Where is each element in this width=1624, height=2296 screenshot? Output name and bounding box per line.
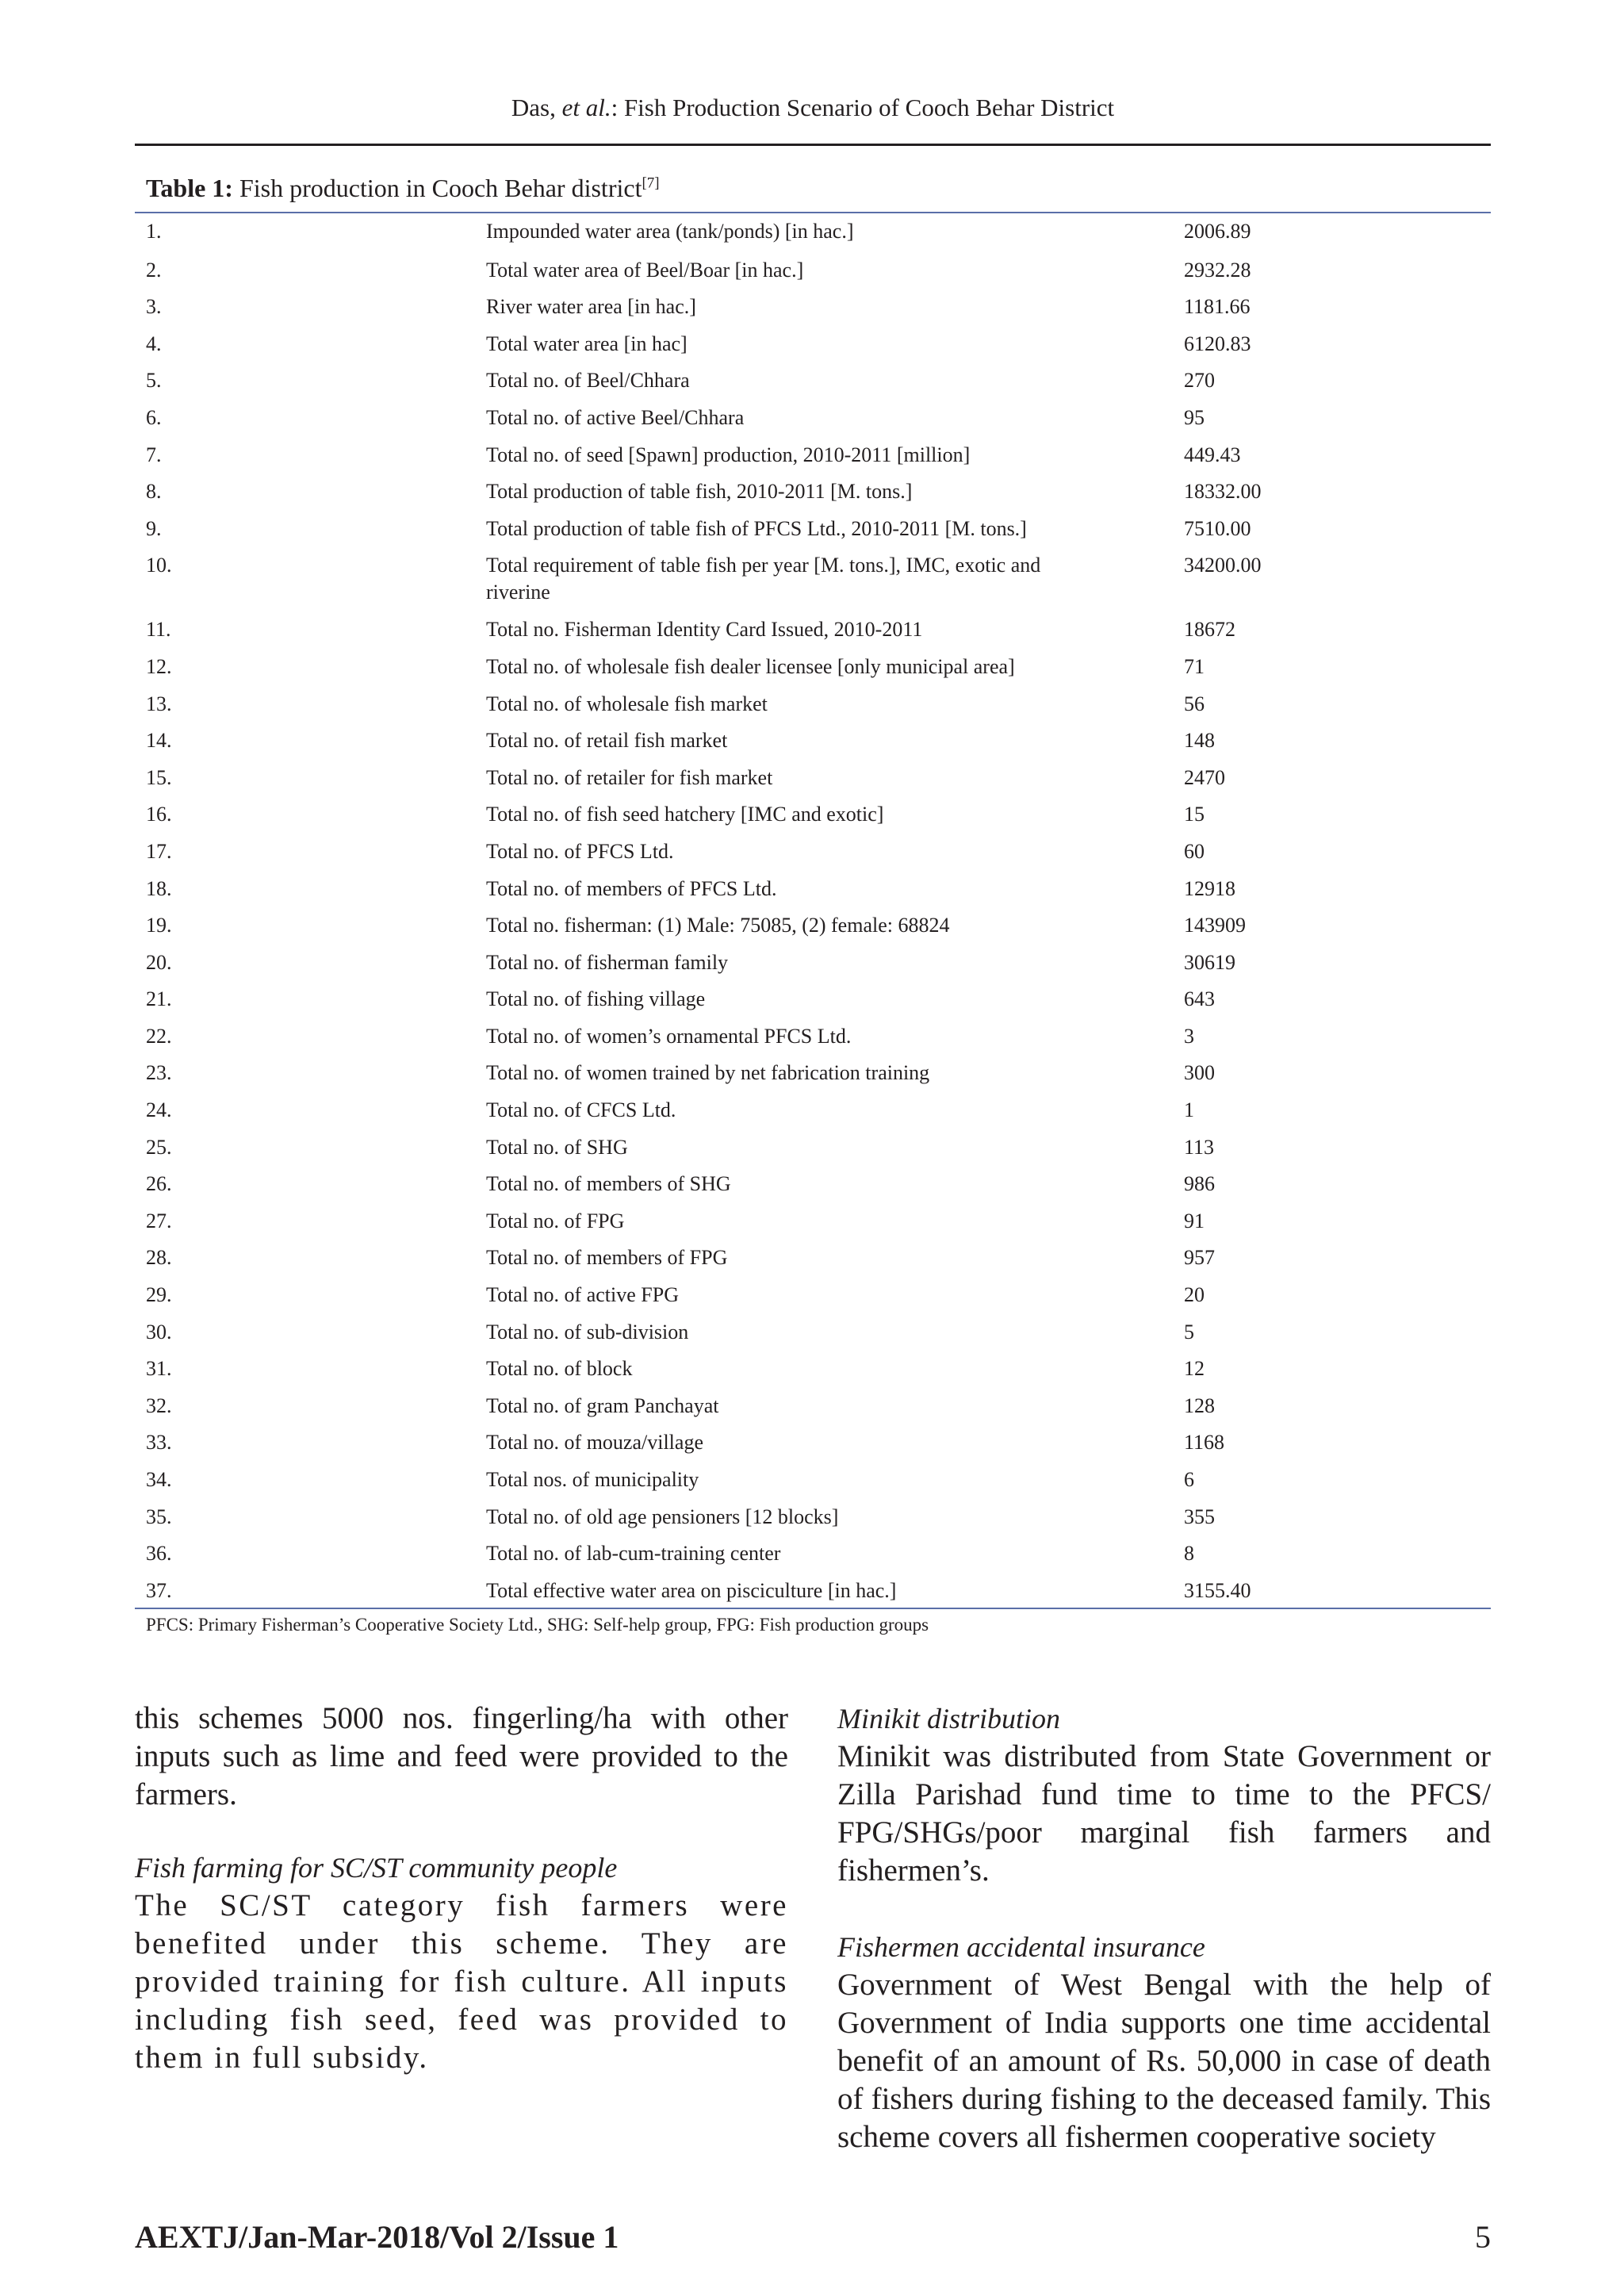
row-number: 12.	[146, 654, 172, 678]
row-number: 30.	[146, 1320, 172, 1343]
row-value: 5	[1184, 1320, 1194, 1343]
table-row	[135, 251, 1491, 288]
table-row	[135, 509, 1491, 546]
page-number: 5	[1475, 2219, 1491, 2255]
table-row	[135, 213, 1491, 251]
right-column	[837, 1700, 1491, 2156]
row-value: 2006.89	[1184, 220, 1251, 243]
section-heading-insurance: Fishermen accidental insurance	[837, 1931, 1205, 1963]
row-description: Total no. of Beel/Chhara	[486, 369, 690, 393]
row-number: 31.	[146, 1357, 172, 1381]
row-description: Total no. of wholesale fish dealer licensee [only municipal area]	[486, 654, 1015, 678]
row-value: 18332.00	[1184, 480, 1262, 504]
row-description: Total no. of CFCS Ltd.	[486, 1098, 676, 1122]
row-number: 7.	[146, 443, 162, 466]
table-row	[135, 721, 1491, 758]
row-value: 128	[1184, 1393, 1215, 1417]
row-number: 1.	[146, 220, 162, 243]
row-number: 18.	[146, 876, 172, 900]
row-value: 15	[1184, 803, 1205, 826]
row-value: 986	[1184, 1172, 1215, 1196]
row-number: 10.	[146, 554, 172, 577]
row-description: Total no. Fisherman Identity Card Issued, 2010-2011	[486, 618, 923, 642]
row-description: Total no. of members of SHG	[486, 1172, 731, 1196]
row-value: 957	[1184, 1246, 1215, 1270]
table-row	[135, 610, 1491, 647]
row-description: Total no. of FPG	[486, 1209, 625, 1232]
row-number: 16.	[146, 803, 172, 826]
row-value: 143909	[1184, 914, 1246, 937]
minikit-paragraph: Minikit was distributed from State Government or Zilla Parishad fund time to time to the PFCS/ FPG/SHGs/poor marginal fish farmers and fishermen’s.	[837, 1739, 1491, 1888]
row-number: 3.	[146, 295, 162, 319]
row-description: Total no. of gram Panchayat	[486, 1393, 719, 1417]
row-value: 7510.00	[1184, 516, 1251, 540]
table-row	[135, 435, 1491, 473]
table-caption-text: Fish production in Cooch Behar district	[232, 174, 642, 202]
table-row	[135, 943, 1491, 980]
row-description: Total water area [in hac]	[486, 332, 688, 355]
table-row	[135, 1238, 1491, 1275]
row-number: 23.	[146, 1061, 172, 1085]
section-heading-minikit: Minikit distribution	[837, 1703, 1061, 1734]
row-number: 19.	[146, 914, 172, 937]
row-description: Total no. of mouza/village	[486, 1431, 703, 1455]
row-description: Total no. of fish seed hatchery [IMC and exotic]	[486, 803, 884, 826]
row-value: 3	[1184, 1024, 1194, 1048]
table-row	[135, 398, 1491, 435]
row-description: Total production of table fish, 2010-2011 [M. tons.]	[486, 480, 913, 504]
row-description: Total no. of SHG	[486, 1135, 628, 1159]
row-description	[486, 546, 1184, 610]
row-number: 8.	[146, 480, 162, 504]
table-row	[135, 361, 1491, 398]
row-description: Total no. of retail fish market	[486, 729, 728, 753]
row-number: 4.	[146, 332, 162, 355]
row-number: 13.	[146, 692, 172, 715]
row-description: Total no. of block	[486, 1357, 633, 1381]
row-number: 20.	[146, 950, 172, 974]
row-number: 25.	[146, 1135, 172, 1159]
table-row	[135, 684, 1491, 722]
table-row	[135, 869, 1491, 907]
row-value: 20	[1184, 1283, 1205, 1307]
row-description: Total nos. of municipality	[486, 1468, 699, 1491]
table-row	[135, 758, 1491, 795]
table-row	[135, 906, 1491, 943]
row-value: 71	[1184, 654, 1205, 678]
row-description: Total no. of seed [Spawn] production, 2010-2011 [million]	[486, 443, 971, 466]
row-value: 12918	[1184, 876, 1235, 900]
row-number: 9.	[146, 516, 162, 540]
row-number: 21.	[146, 987, 172, 1011]
row-description: Total no. of PFCS Ltd.	[486, 839, 674, 863]
table-row	[135, 287, 1491, 324]
row-number: 17.	[146, 839, 172, 863]
table-row	[135, 1053, 1491, 1091]
running-head-etal: et al.	[561, 94, 611, 121]
row-description: Total no. of members of FPG	[486, 1246, 728, 1270]
row-value: 12	[1184, 1357, 1205, 1381]
row-description: Total water area of Beel/Boar [in hac.]	[486, 258, 804, 282]
row-value: 3155.40	[1184, 1578, 1251, 1602]
table-footnote: PFCS: Primary Fisherman’s Cooperative Society Ltd., SHG: Self-help group, FPG: Fish production groups	[146, 1615, 929, 1635]
table-row	[135, 1423, 1491, 1460]
table-row	[135, 1313, 1491, 1350]
table-row	[135, 472, 1491, 509]
row-description: Total no. of sub-division	[486, 1320, 689, 1343]
table-row	[135, 795, 1491, 832]
table-row	[135, 1017, 1491, 1054]
row-value: 1168	[1184, 1431, 1225, 1455]
table-caption	[146, 174, 660, 203]
row-value: 1181.66	[1184, 295, 1251, 319]
row-value: 355	[1184, 1504, 1215, 1528]
row-value: 34200.00	[1184, 554, 1262, 577]
row-value: 270	[1184, 369, 1215, 393]
row-description: Total no. of women’s ornamental PFCS Ltd.	[486, 1024, 852, 1048]
table-row	[135, 979, 1491, 1017]
row-value: 30619	[1184, 950, 1235, 974]
row-number: 28.	[146, 1246, 172, 1270]
row-description: Total no. of fisherman family	[486, 950, 729, 974]
row-number: 14.	[146, 729, 172, 753]
table-row	[135, 1202, 1491, 1239]
running-head-title: : Fish Production Scenario of Cooch Behar District	[611, 94, 1115, 121]
row-description: Total no. of active FPG	[486, 1283, 679, 1307]
row-value: 56	[1184, 692, 1205, 715]
row-value: 113	[1184, 1135, 1215, 1159]
intro-paragraph: this schemes 5000 nos. fingerling/ha with other inputs such as lime and feed were provided to the farmers.	[135, 1701, 788, 1811]
row-number: 33.	[146, 1431, 172, 1455]
running-head	[135, 94, 1491, 122]
left-column	[135, 1700, 788, 2077]
row-number: 32.	[146, 1393, 172, 1417]
row-description: Total production of table fish of PFCS Ltd., 2010-2011 [M. tons.]	[486, 516, 1027, 540]
table-row	[135, 832, 1491, 869]
row-value: 8	[1184, 1542, 1194, 1566]
running-head-authors: Das,	[511, 94, 562, 121]
row-description: Total no. of retailer for fish market	[486, 765, 773, 789]
row-value: 643	[1184, 987, 1215, 1011]
table-caption-ref: [7]	[642, 174, 660, 192]
row-value: 6	[1184, 1468, 1194, 1491]
row-description: Total no. of wholesale fish market	[486, 692, 768, 715]
row-value: 148	[1184, 729, 1215, 753]
row-number: 2.	[146, 258, 162, 282]
row-value: 6120.83	[1184, 332, 1251, 355]
table-row	[135, 1275, 1491, 1313]
row-description-line: Total requirement of table fish per year [M. tons.], IMC, exotic and	[486, 554, 1041, 577]
row-description: Total no. of members of PFCS Ltd.	[486, 876, 777, 900]
row-number: 35.	[146, 1504, 172, 1528]
row-value: 2470	[1184, 765, 1225, 789]
row-number: 15.	[146, 765, 172, 789]
row-number: 29.	[146, 1283, 172, 1307]
table-caption-label: Table 1:	[146, 174, 233, 202]
row-description: Impounded water area (tank/ponds) [in hac.]	[486, 220, 854, 243]
table-row	[135, 1497, 1491, 1535]
row-description: Total no. fisherman: (1) Male: 75085, (2) female: 68824	[486, 914, 950, 937]
row-description: Total effective water area on pisciculture [in hac.]	[486, 1578, 897, 1602]
row-description-line: riverine	[486, 581, 550, 604]
row-value: 60	[1184, 839, 1205, 863]
row-description: River water area [in hac.]	[486, 295, 696, 319]
row-description: Total no. of women trained by net fabrication training	[486, 1061, 930, 1085]
fish-production-table	[135, 212, 1491, 1609]
table-row	[135, 1534, 1491, 1571]
row-number: 24.	[146, 1098, 172, 1122]
table-row	[135, 324, 1491, 362]
row-description: Total no. of fishing village	[486, 987, 706, 1011]
header-rule	[135, 144, 1491, 146]
row-description: Total no. of lab-cum-training center	[486, 1542, 781, 1566]
table-row	[135, 1164, 1491, 1202]
row-value: 18672	[1184, 618, 1235, 642]
row-number: 36.	[146, 1542, 172, 1566]
row-value: 449.43	[1184, 443, 1241, 466]
table-row	[135, 1460, 1491, 1497]
row-number: 11.	[146, 618, 171, 642]
section-heading-scst: Fish farming for SC/ST community people	[135, 1852, 618, 1884]
table-row	[135, 647, 1491, 684]
table-row	[135, 1386, 1491, 1424]
row-number: 6.	[146, 405, 162, 429]
row-value: 91	[1184, 1209, 1205, 1232]
row-number: 26.	[146, 1172, 172, 1196]
row-number: 27.	[146, 1209, 172, 1232]
row-value: 95	[1184, 405, 1205, 429]
insurance-paragraph: Government of West Bengal with the help of Government of India supports one time accidental benefit of an amount of Rs. 50,000 in case of death of fishers during fishing to the deceased family. This scheme covers all fishermen cooperative society	[837, 1968, 1491, 2154]
row-number: 22.	[146, 1024, 172, 1048]
table-row	[135, 1571, 1491, 1608]
table-row	[135, 1128, 1491, 1165]
table-body	[135, 213, 1491, 1608]
row-value: 1	[1184, 1098, 1194, 1122]
footer-journal: AEXTJ/Jan-Mar-2018/Vol 2/Issue 1	[135, 2219, 619, 2255]
row-value: 300	[1184, 1061, 1215, 1085]
row-description: Total no. of active Beel/Chhara	[486, 405, 745, 429]
row-number: 34.	[146, 1468, 172, 1491]
scst-paragraph: The SC/ST category fish farmers were benefited under this scheme. They are provided training for fish culture. All inputs including fish seed, feed was provided to them in full subsidy.	[135, 1888, 788, 2075]
row-value: 2932.28	[1184, 258, 1251, 282]
row-number: 37.	[146, 1578, 172, 1602]
table-row	[135, 1349, 1491, 1386]
row-description: Total no. of old age pensioners [12 blocks]	[486, 1504, 839, 1528]
row-number: 5.	[146, 369, 162, 393]
table-row	[135, 1091, 1491, 1128]
table-row	[135, 546, 1491, 610]
